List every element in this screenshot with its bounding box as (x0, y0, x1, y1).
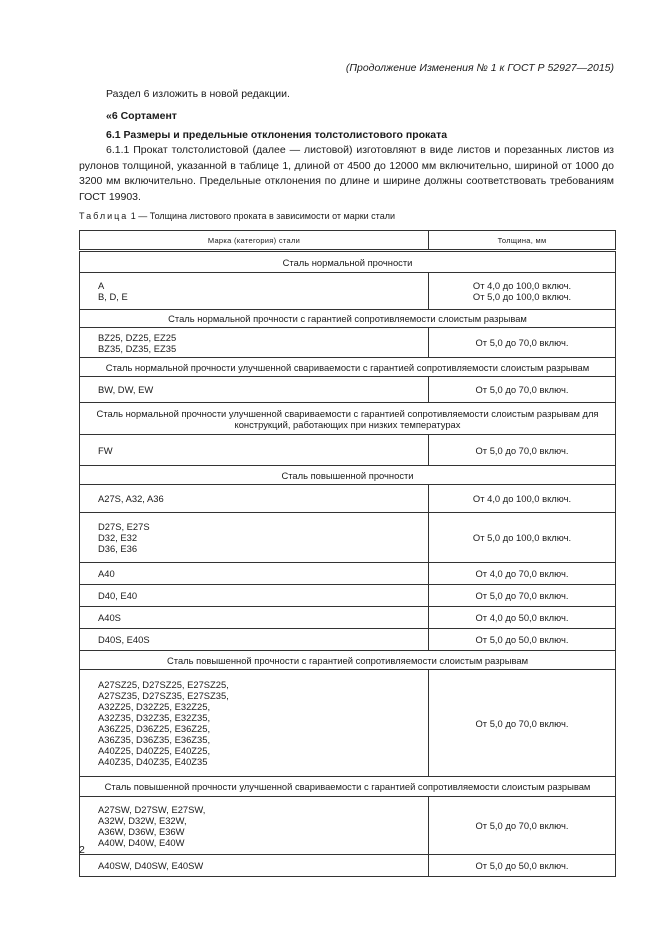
thickness-value: От 4,0 до 70,0 включ. (475, 568, 569, 579)
steel-grade-line: BZ35, DZ35, EZ35 (98, 342, 177, 354)
steel-grade-cell (80, 435, 429, 466)
steel-grade-line: BW, DW, EW (98, 384, 154, 395)
steel-grade-cell (80, 607, 429, 629)
steel-grade-line: A27S, A32, A36 (98, 493, 164, 504)
group-title: Сталь повышенной прочности с гарантией сопротивляемости слоистым разрывам (80, 651, 616, 670)
thickness-cell (429, 485, 616, 513)
steel-grade-line: A27SZ35, D27SZ35, E27SZ35, (98, 690, 229, 701)
thickness-cell (429, 377, 616, 403)
steel-grade-cell (80, 377, 429, 403)
steel-grade-line: A32Z35, D32Z35, E32Z35, (98, 712, 211, 723)
group-title-row (80, 310, 616, 328)
thickness-value: От 5,0 до 100,0 включ. (472, 291, 572, 302)
steel-grade-line: A40Z25, D40Z25, E40Z25, (98, 745, 211, 756)
steel-grade-line: A40Z35, D40Z35, E40Z35 (98, 756, 208, 767)
steel-grade-line: D27S, E27S (98, 521, 150, 532)
group-title: Сталь повышенной прочности улучшенной свариваемости с гарантией сопротивляемости слоистым разрывам (80, 777, 616, 797)
steel-grade-line: A (98, 280, 105, 291)
group-title-row (80, 777, 616, 797)
thickness-value: От 5,0 до 70,0 включ. (475, 384, 569, 395)
table-row (80, 670, 616, 777)
page-number: 2 (79, 844, 85, 856)
thickness-cell (429, 670, 616, 777)
group-title-row (80, 251, 616, 273)
column-header-mark: Марка (категория) стали (80, 231, 429, 251)
steel-grade-line: A32W, D32W, E32W, (98, 814, 187, 826)
table-row (80, 585, 616, 607)
thickness-value: От 5,0 до 70,0 включ. (475, 337, 569, 348)
thickness-cell (429, 607, 616, 629)
steel-grade-line: FW (98, 444, 113, 456)
steel-grade-cell (80, 629, 429, 651)
table-caption-text: 1 — Толщина листового проката в зависимости от марки стали (128, 211, 395, 221)
thickness-cell (429, 585, 616, 607)
steel-grade-cell (80, 328, 429, 358)
table-row (80, 485, 616, 513)
steel-grade-line: A36W, D36W, E36W (98, 825, 185, 837)
thickness-value: От 5,0 до 70,0 включ. (475, 590, 569, 601)
group-title: Сталь нормальной прочности (80, 251, 616, 273)
table-row (80, 607, 616, 629)
group-title-row (80, 651, 616, 670)
steel-grade-cell (80, 670, 429, 777)
thickness-value: От 5,0 до 70,0 включ. (475, 717, 569, 729)
thickness-value: От 4,0 до 100,0 включ. (472, 493, 572, 504)
thickness-cell (429, 513, 616, 563)
table-caption (79, 211, 395, 223)
steel-grade-line: A27SZ25, D27SZ25, E27SZ25, (98, 679, 229, 690)
steel-grade-cell (80, 563, 429, 585)
table-body (80, 251, 616, 877)
thickness-value: От 5,0 до 50,0 включ. (475, 634, 569, 645)
group-title-row (80, 358, 616, 377)
table-row (80, 328, 616, 358)
steel-grade-line: A32Z25, D32Z25, E32Z25, (98, 701, 211, 712)
group-title: Сталь повышенной прочности (80, 466, 616, 485)
steel-grade-line: BZ25, DZ25, EZ25 (98, 331, 177, 343)
steel-grade-line: A36Z35, D36Z35, E36Z35, (98, 734, 211, 745)
thickness-cell (429, 563, 616, 585)
thickness-cell (429, 855, 616, 877)
table-header-row (80, 231, 616, 251)
table-row (80, 377, 616, 403)
steel-grade-line: D40S, E40S (98, 634, 150, 645)
subsection-title: 6.1 Размеры и предельные отклонения толстолистового проката (106, 129, 448, 141)
thickness-value: От 5,0 до 100,0 включ. (472, 532, 572, 543)
steel-grade-line: A36Z25, D36Z25, E36Z25, (98, 723, 211, 734)
table-row (80, 273, 616, 310)
steel-grade-line: A40SW, D40SW, E40SW (98, 860, 204, 871)
thickness-cell (429, 629, 616, 651)
thickness-cell (429, 328, 616, 358)
thickness-value: От 4,0 до 100,0 включ. (472, 280, 572, 291)
section-title: «6 Сортамент (106, 110, 177, 122)
steel-grade-cell (80, 797, 429, 855)
column-header-thickness: Толщина, мм (429, 231, 616, 251)
thickness-cell (429, 273, 616, 310)
steel-grade-line: A40S (98, 612, 121, 623)
table-row (80, 629, 616, 651)
steel-grade-cell (80, 855, 429, 877)
steel-grade-cell (80, 585, 429, 607)
group-title-row (80, 403, 616, 435)
group-title: Сталь нормальной прочности улучшенной свариваемости с гарантией сопротивляемости слоистым разрывам (80, 358, 616, 377)
steel-grade-line: B, D, E (98, 291, 128, 302)
thickness-value: От 5,0 до 50,0 включ. (475, 860, 569, 871)
table-row (80, 797, 616, 855)
thickness-cell (429, 797, 616, 855)
steel-grade-line: D36, E36 (98, 543, 138, 554)
body-paragraph: 6.1.1 Прокат толстолистовой (далее — листовой) изготовляют в виде листов и порезанных листов из рулонов толщиной, указанной в таблице 1, длиной от 4500 до 12000 мм включительно, шириной от 1000 до 3200 мм включительно. Предельные отклонения по длине и ширине должны соответствовать требованиям ГОСТ 19903. (79, 144, 614, 203)
table-row (80, 855, 616, 877)
group-title: Сталь нормальной прочности улучшенной свариваемости с гарантией сопротивляемости слоистым разрывам для конструкций, работающих при низких температурах (80, 403, 616, 435)
table-caption-label: Таблица (79, 211, 129, 221)
steel-grade-cell (80, 485, 429, 513)
thickness-value: От 5,0 до 70,0 включ. (475, 820, 569, 831)
group-title-row (80, 466, 616, 485)
steel-thickness-table (79, 230, 616, 877)
steel-grade-line: D32, E32 (98, 532, 138, 543)
continuation-header: (Продолжение Изменения № 1 к ГОСТ Р 52927—2015) (345, 62, 614, 74)
steel-grade-cell (80, 513, 429, 563)
table-row (80, 513, 616, 563)
thickness-cell (429, 435, 616, 466)
steel-grade-cell (80, 273, 429, 310)
steel-grade-line: D40, E40 (98, 590, 138, 601)
steel-grade-line: A27SW, D27SW, E27SW, (98, 803, 206, 815)
thickness-value: От 4,0 до 50,0 включ. (475, 612, 569, 623)
steel-grade-line: A40W, D40W, E40W (98, 836, 185, 848)
table-row (80, 435, 616, 466)
intro-text: Раздел 6 изложить в новой редакции. (106, 88, 290, 100)
thickness-value: От 5,0 до 70,0 включ. (475, 444, 569, 456)
steel-grade-line: A40 (98, 568, 115, 579)
group-title: Сталь нормальной прочности с гарантией сопротивляемости слоистым разрывам (80, 310, 616, 328)
table-row (80, 563, 616, 585)
